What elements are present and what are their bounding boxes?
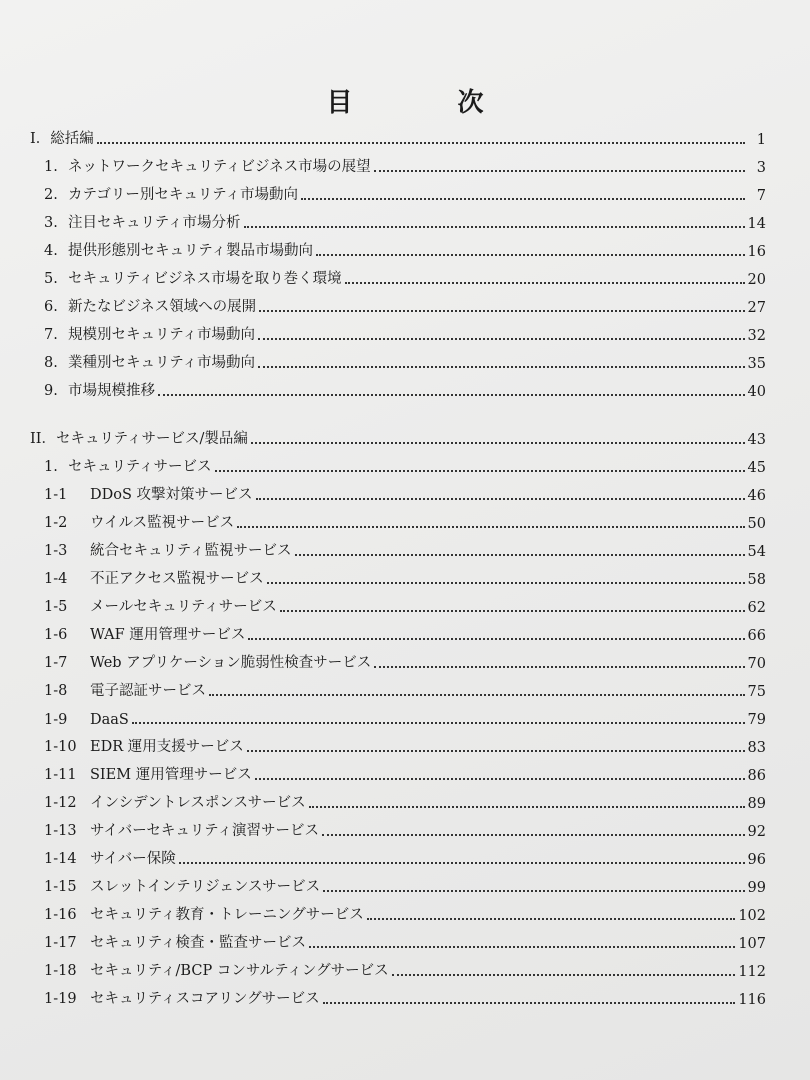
toc-leader-dots	[392, 973, 736, 976]
toc-entry	[44, 322, 766, 344]
toc-leader-dots	[215, 469, 745, 472]
toc-page-number: 83	[747, 740, 766, 756]
toc-leader-dots	[258, 365, 744, 368]
toc-entry	[44, 874, 766, 896]
toc-entry-number: 1-11	[44, 767, 77, 783]
toc-leader-dots	[316, 253, 744, 256]
toc-page-number: 62	[747, 600, 766, 616]
toc-entry	[44, 294, 766, 316]
toc-leader-dots	[209, 693, 745, 696]
toc-entry-number: 1-13	[44, 823, 77, 839]
toc-entry	[44, 350, 766, 372]
toc-entry-label: サイバー保険	[90, 851, 176, 867]
toc-entry-number: 6.	[44, 299, 58, 315]
toc-leader-dots	[259, 309, 744, 312]
toc-part2-section	[44, 454, 766, 476]
toc-entry-label: サイバーセキュリティ演習サービス	[90, 823, 319, 839]
toc-page-number: 99	[747, 880, 766, 896]
toc-leader-dots	[374, 665, 744, 668]
toc-entry	[44, 706, 766, 728]
toc-page-number: 89	[747, 796, 766, 812]
toc-entry-number: 1-5	[44, 599, 68, 615]
toc-leader-dots	[267, 581, 745, 584]
toc-page-number: 3	[756, 160, 766, 176]
toc-page-number: 96	[747, 852, 766, 868]
toc-entry-number: 1-1	[44, 487, 68, 503]
toc-entry	[44, 510, 766, 532]
toc-page-number: 16	[747, 244, 766, 260]
toc-entry-number: 1-9	[44, 712, 68, 728]
toc-leader-dots	[258, 337, 744, 340]
toc-entry-number: 2.	[44, 187, 58, 203]
toc-entry	[44, 154, 766, 176]
toc-entry-number: 1.	[44, 159, 58, 175]
toc-entry-label: スレットインテリジェンスサービス	[90, 879, 321, 895]
toc-entry-number: 1-7	[44, 655, 68, 671]
toc-entry-number: 4.	[44, 243, 58, 259]
toc-entry-label: インシデントレスポンスサービス	[90, 795, 306, 811]
toc-entry	[44, 266, 766, 288]
toc-leader-dots	[158, 393, 745, 396]
toc-entry-label: セキュリティ/BCP コンサルティングサービス	[90, 963, 389, 979]
toc-entry-number: 1-19	[44, 991, 77, 1007]
toc-page-number: 75	[747, 684, 766, 700]
toc-entry-number: 1-6	[44, 627, 68, 643]
toc-part1-label: I．総括編	[30, 131, 94, 147]
toc-page-number: 14	[747, 216, 766, 232]
toc-entry-number: 9.	[44, 383, 58, 399]
toc-entry-label: セキュリティ検査・監査サービス	[90, 935, 307, 951]
toc-entry-label: ウイルス監視サービス	[90, 515, 235, 531]
title-char-1: 目	[326, 88, 353, 118]
toc-entry-number: 1-10	[44, 739, 77, 755]
toc-entry-label: カテゴリー別セキュリティ市場動向	[68, 187, 298, 203]
title-char-2: 次	[457, 88, 484, 118]
toc-entry-number: 1-3	[44, 543, 68, 559]
toc-entry-number: 1-15	[44, 879, 77, 895]
toc-page-number: 1	[756, 132, 766, 148]
toc-entry-label: 市場規模推移	[68, 383, 155, 399]
toc-entry-number: 3.	[44, 215, 58, 231]
toc-page-number: 50	[747, 516, 766, 532]
toc-entry	[44, 594, 766, 616]
toc-entry	[44, 538, 766, 560]
toc-page-number: 7	[756, 188, 766, 204]
toc-page-number: 40	[747, 384, 766, 400]
toc-entry	[44, 958, 766, 980]
toc-leader-dots	[309, 945, 735, 948]
toc-entry-number: 1-17	[44, 935, 77, 951]
toc-entry	[44, 678, 766, 700]
toc-entry	[44, 930, 766, 952]
toc-page-number: 107	[738, 936, 766, 952]
toc-entry	[44, 566, 766, 588]
toc-entry-label: DaaS	[90, 712, 129, 728]
toc-entry-number: 7.	[44, 327, 58, 343]
toc-entry-number: 1-4	[44, 571, 68, 587]
toc-page-number: 32	[747, 328, 766, 344]
toc-leader-dots	[248, 637, 744, 640]
toc-entry-number: 1-8	[44, 683, 68, 699]
toc-leader-dots	[247, 749, 745, 752]
toc-entry-number: 5.	[44, 271, 58, 287]
toc-entry-label: EDR 運用支援サービス	[90, 739, 244, 755]
toc-page-number: 79	[747, 712, 766, 728]
toc-entry-label: Web アプリケーション脆弱性検査サービス	[90, 655, 372, 671]
toc-entry-label: セキュリティスコアリングサービス	[90, 991, 320, 1007]
toc-page-number: 86	[747, 768, 766, 784]
toc-entry-label: 電子認証サービス	[90, 683, 206, 699]
toc-section-number: 1.	[44, 459, 58, 475]
toc-leader-dots	[301, 197, 745, 200]
toc-leader-dots	[97, 141, 745, 144]
toc-entry	[44, 762, 766, 784]
toc-leader-dots	[179, 861, 745, 864]
toc-leader-dots	[367, 917, 736, 920]
toc-entry	[44, 818, 766, 840]
toc-entry	[44, 238, 766, 260]
toc-entry	[44, 210, 766, 232]
toc-entry	[44, 986, 766, 1008]
toc-leader-dots	[280, 609, 745, 612]
toc-leader-dots	[237, 525, 744, 528]
toc-entry-label: ネットワークセキュリティビジネス市場の展望	[68, 159, 371, 175]
toc-entry-number: 1-14	[44, 851, 77, 867]
toc-section-label: セキュリティサービス	[68, 459, 212, 475]
toc-page-number: 70	[747, 656, 766, 672]
toc-entry-label: 不正アクセス監視サービス	[90, 571, 264, 587]
toc-entry	[44, 846, 766, 868]
toc-page-number: 20	[747, 272, 766, 288]
toc-leader-dots	[374, 169, 745, 172]
toc-leader-dots	[309, 805, 745, 808]
toc-leader-dots	[323, 1001, 736, 1004]
toc-entry-label: 規模別セキュリティ市場動向	[68, 327, 256, 343]
toc-entry	[44, 790, 766, 812]
toc-leader-dots	[345, 281, 745, 284]
toc-entry	[44, 482, 766, 504]
toc-entry-label: セキュリティビジネス市場を取り巻く環境	[68, 271, 342, 287]
toc-leader-dots	[295, 553, 745, 556]
toc-page-number: 43	[747, 432, 766, 448]
toc-page-number: 102	[738, 908, 766, 924]
toc-page-number: 46	[747, 488, 766, 504]
toc-page-number: 116	[738, 992, 766, 1008]
toc-page-number: 27	[747, 300, 766, 316]
toc-leader-dots	[132, 721, 745, 724]
toc-leader-dots	[244, 225, 745, 228]
toc-entry-number: 8.	[44, 355, 58, 371]
toc-entry-number: 1-18	[44, 963, 77, 979]
toc-entry	[44, 734, 766, 756]
toc-entry-label: 注目セキュリティ市場分析	[68, 215, 241, 231]
toc-entry-label: WAF 運用管理サービス	[90, 627, 246, 643]
toc-page-number: 35	[747, 356, 766, 372]
toc-entry	[44, 622, 766, 644]
toc-page-number: 112	[738, 964, 766, 980]
toc-entry-number: 1-2	[44, 515, 68, 531]
toc-leader-dots	[323, 889, 744, 892]
toc-entry	[44, 902, 766, 924]
toc-part2-heading	[30, 426, 766, 448]
toc-entry-label: DDoS 攻撃対策サービス	[90, 487, 253, 503]
toc-part2-label: II．セキュリティサービス/製品編	[30, 431, 248, 447]
toc-entry	[44, 650, 766, 672]
toc-entry-number: 1-16	[44, 907, 77, 923]
toc-leader-dots	[322, 833, 745, 836]
toc-page-number: 92	[747, 824, 766, 840]
toc-page-number: 45	[747, 460, 766, 476]
toc-entry-label: 新たなビジネス領域への展開	[68, 299, 257, 315]
toc-entry-label: セキュリティ教育・トレーニングサービス	[90, 907, 364, 923]
toc-entry-label: 業種別セキュリティ市場動向	[68, 355, 256, 371]
toc-entry-label: SIEM 運用管理サービス	[90, 767, 252, 783]
toc-entry	[44, 182, 766, 204]
page-title	[0, 82, 810, 119]
toc-page-number: 58	[747, 572, 766, 588]
toc-entry-number: 1-12	[44, 795, 77, 811]
toc-leader-dots	[255, 777, 745, 780]
toc-entry-label: メールセキュリティサービス	[90, 599, 277, 615]
toc-leader-dots	[251, 441, 745, 444]
toc-entry	[44, 378, 766, 400]
toc-entry-label: 提供形態別セキュリティ製品市場動向	[68, 243, 314, 259]
toc-page-number: 54	[747, 544, 766, 560]
toc-leader-dots	[256, 497, 745, 500]
toc-part1-heading	[30, 126, 766, 148]
toc-page-number: 66	[747, 628, 766, 644]
toc-entry-label: 統合セキュリティ監視サービス	[90, 543, 292, 559]
